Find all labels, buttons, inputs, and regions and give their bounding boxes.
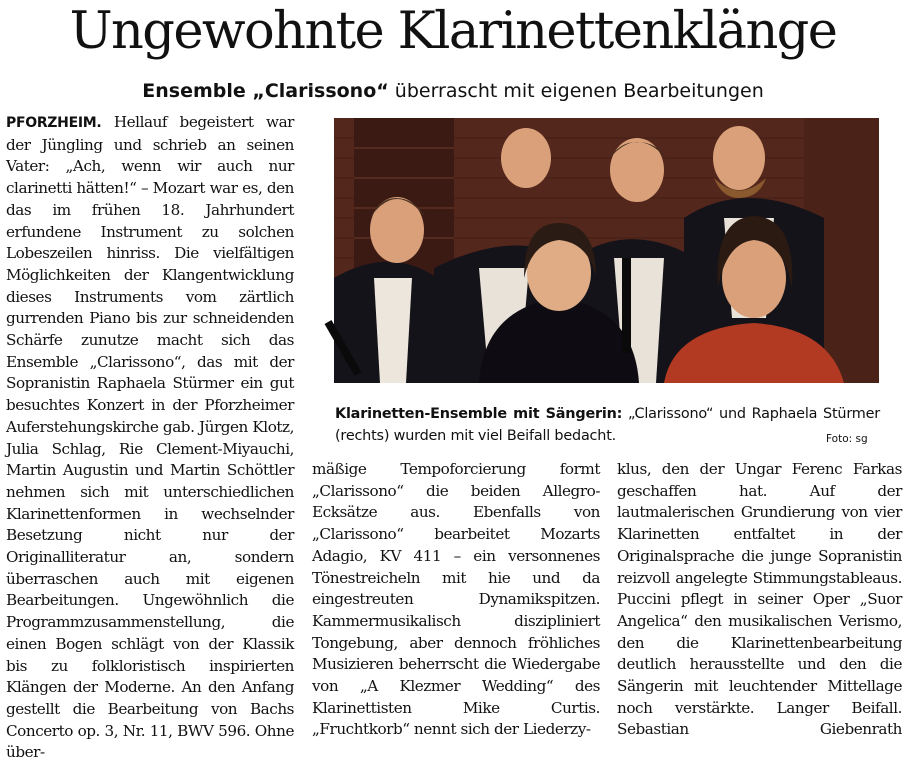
column-1-text: Hellauf begeistert war der Jüngling und schrieb an seinen Vater: „Ach, wenn wir auch nur clarinetti hätten!“ – Mozart war es, den das im frühen 18. Jahrhundert erfundene Instrument zu solchen Lobeszeilen hinriss. Die vielfältigen Möglichkeiten der Klangentwicklung dieses Instruments vom zärtlich gurrenden Piano bis zur schneidenden Schärfe zunutze macht sich das Ensemble „Clarissono“, das mit der Sopranistin Raphaela Stürmer ein gut besuchtes Konzert in der Pforzheimer Auferstehungskirche gab. Jürgen Klotz, Julia Schlag, Rie Clement-Miyauchi, Martin Augustin und Martin Schöttler nehmen sich mit unterschiedlichen Klarinettenformen in wechselnder Besetzung nicht nur der Originalliteratur an, sondern überraschen auch mit eigenen Bearbeitungen. Ungewöhnlich die Programmzusammenstellung, die einen Bogen schlägt von der Klassik bis zu folkloristisch inspirierten Klängen der Moderne. An den Anfang gestellt die Bearbeitung von Bachs Concerto op. 3, Nr. 11, BWV 596. Ohne über- xyxy=(6,113,294,762)
author-name: Sebastian Giebenrath xyxy=(617,720,902,739)
photo-caption xyxy=(335,403,880,447)
column-2-text: mäßige Tempoforcierung formt „Clarissono“ die beiden Allegro-Ecksätze aus. Ebenfalls von „Clarissono“ bearbeitet Mozarts Adagio, KV 411 – ein versonnenes Tönestreicheln mit hie und da eingestreuten Dynamikspitzen. Kammermusikalisch diszipliniert Tongebung, aber dennoch fröhliches Musizieren beherrscht die Wiedergabe von „A Klezmer Wedding“ des Klarinettisten Mike Curtis. „Fruchtkorb“ nennt sich der Liederzy- xyxy=(312,460,600,739)
column-3-paragraph xyxy=(617,459,902,741)
photo-credit: Foto: sg xyxy=(826,433,868,445)
article-column-2 xyxy=(312,459,600,744)
article-paragraph-1 xyxy=(6,112,294,764)
column-3-text: klus, den der Ungar Ferenc Farkas geschaffen hat. Auf der lautmalerischen Grundierung von vier Klarinetten entfaltet in der Originalsprache die junge Sopranistin reizvoll angelegte Stimmungstableaus. Puccini pflegt in seiner Oper „Suor Angelica“ den musikalischen Verismo, den die Klarinettenbearbeitung deutlich herausstellte und den die Sängerin mit leuchtender Mittellage noch verstärkte. Langer Beifall. xyxy=(617,460,902,717)
subheadline-rest: überrascht mit eigenen Bearbeitungen xyxy=(388,80,764,102)
subheadline xyxy=(0,78,906,104)
caption-rest: „Clarissono“ und Raphaela Stürmer (rechts) wurden mit viel Beifall bedacht. xyxy=(335,406,880,444)
caption-bold: Klarinetten-Ensemble mit Sängerin: xyxy=(335,406,623,422)
dateline: PFORZHEIM. xyxy=(6,115,102,131)
headline: Ungewohnte Klarinettenklänge xyxy=(69,2,837,61)
article-column-1 xyxy=(6,112,294,762)
article-column-3 xyxy=(617,459,902,744)
photo-illustration xyxy=(334,118,879,383)
subheadline-bold: Ensemble „Clarissono“ xyxy=(142,80,389,102)
ensemble-photo xyxy=(334,118,879,383)
